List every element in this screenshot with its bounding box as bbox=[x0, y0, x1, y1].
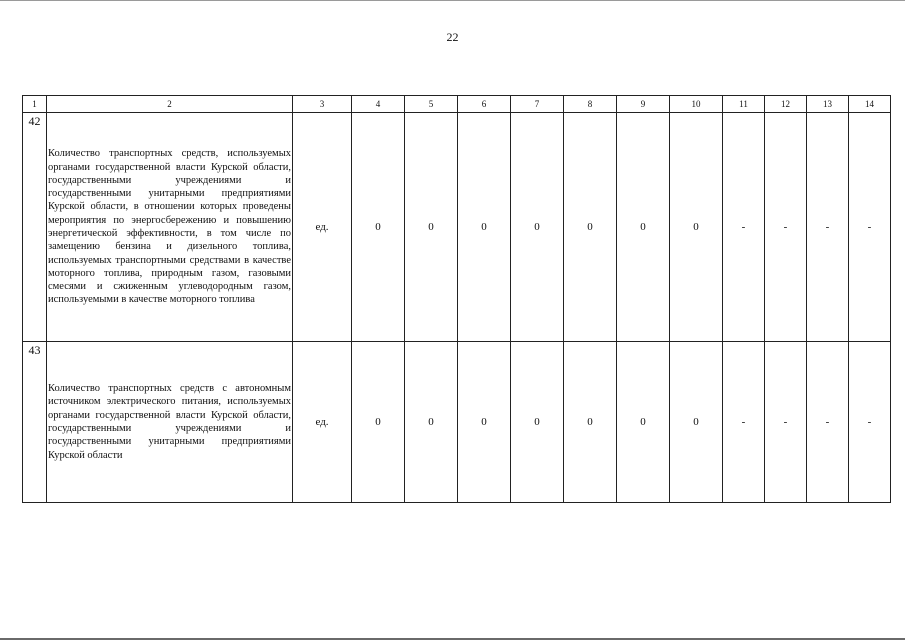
value-cell: - bbox=[723, 113, 765, 342]
header-cell: 5 bbox=[405, 96, 458, 113]
value-cell: - bbox=[807, 113, 849, 342]
value-cell: 0 bbox=[458, 113, 511, 342]
value-cell: 0 bbox=[352, 113, 405, 342]
value-cell: 0 bbox=[670, 113, 723, 342]
value-cell: 0 bbox=[670, 342, 723, 503]
header-cell: 3 bbox=[293, 96, 352, 113]
page-number: 22 bbox=[446, 30, 459, 44]
row-number: 43 bbox=[23, 342, 47, 503]
value-cell: 0 bbox=[511, 113, 564, 342]
row-unit: ед. bbox=[293, 113, 352, 342]
header-cell: 6 bbox=[458, 96, 511, 113]
table-row bbox=[23, 113, 891, 342]
header-cell: 12 bbox=[765, 96, 807, 113]
value-cell: 0 bbox=[405, 342, 458, 503]
value-cell: 0 bbox=[352, 342, 405, 503]
value-cell: 0 bbox=[511, 342, 564, 503]
header-cell: 11 bbox=[723, 96, 765, 113]
value-cell: - bbox=[765, 342, 807, 503]
header-row bbox=[23, 96, 891, 113]
header-cell: 9 bbox=[617, 96, 670, 113]
scan-edge-top bbox=[0, 0, 905, 1]
value-cell: 0 bbox=[617, 342, 670, 503]
value-cell: 0 bbox=[617, 113, 670, 342]
row-description bbox=[47, 113, 293, 342]
header-cell: 1 bbox=[23, 96, 47, 113]
indicator-table bbox=[22, 95, 891, 503]
header-cell: 4 bbox=[352, 96, 405, 113]
value-cell: 0 bbox=[458, 342, 511, 503]
row-description bbox=[47, 342, 293, 503]
header-cell: 8 bbox=[564, 96, 617, 113]
table-row bbox=[23, 342, 891, 503]
value-cell: - bbox=[723, 342, 765, 503]
row-description-text: Количество транспортных средств, используемых органами государственной власти Курской области, государственными учреждениями и государственными унитарными предприятиями Курской области, в отношении которых проведены мероприятия по энергосбережению и повышению энергетической эффективности, в том числе по замещению бензина и дизельного топлива, используемых транспортными средствами в качестве моторного топлива, природным газом, газовыми смесями и сжиженным углеводородным газом, используемыми в качестве моторного топлива bbox=[48, 148, 291, 306]
value-cell: 0 bbox=[564, 113, 617, 342]
value-cell: - bbox=[807, 342, 849, 503]
row-number: 42 bbox=[23, 113, 47, 342]
value-cell: - bbox=[765, 113, 807, 342]
header-cell: 7 bbox=[511, 96, 564, 113]
header-cell: 14 bbox=[849, 96, 891, 113]
header-cell: 10 bbox=[670, 96, 723, 113]
header-cell: 13 bbox=[807, 96, 849, 113]
value-cell: - bbox=[849, 342, 891, 503]
header-cell: 2 bbox=[47, 96, 293, 113]
value-cell: - bbox=[849, 113, 891, 342]
value-cell: 0 bbox=[405, 113, 458, 342]
row-description-text: Количество транспортных средств с автономным источником электрического питания, используемых органами государственной власти Курской области, государственными учреждениями и государственными унитарными предприятиями Курской области bbox=[48, 383, 291, 461]
row-unit: ед. bbox=[293, 342, 352, 503]
value-cell: 0 bbox=[564, 342, 617, 503]
